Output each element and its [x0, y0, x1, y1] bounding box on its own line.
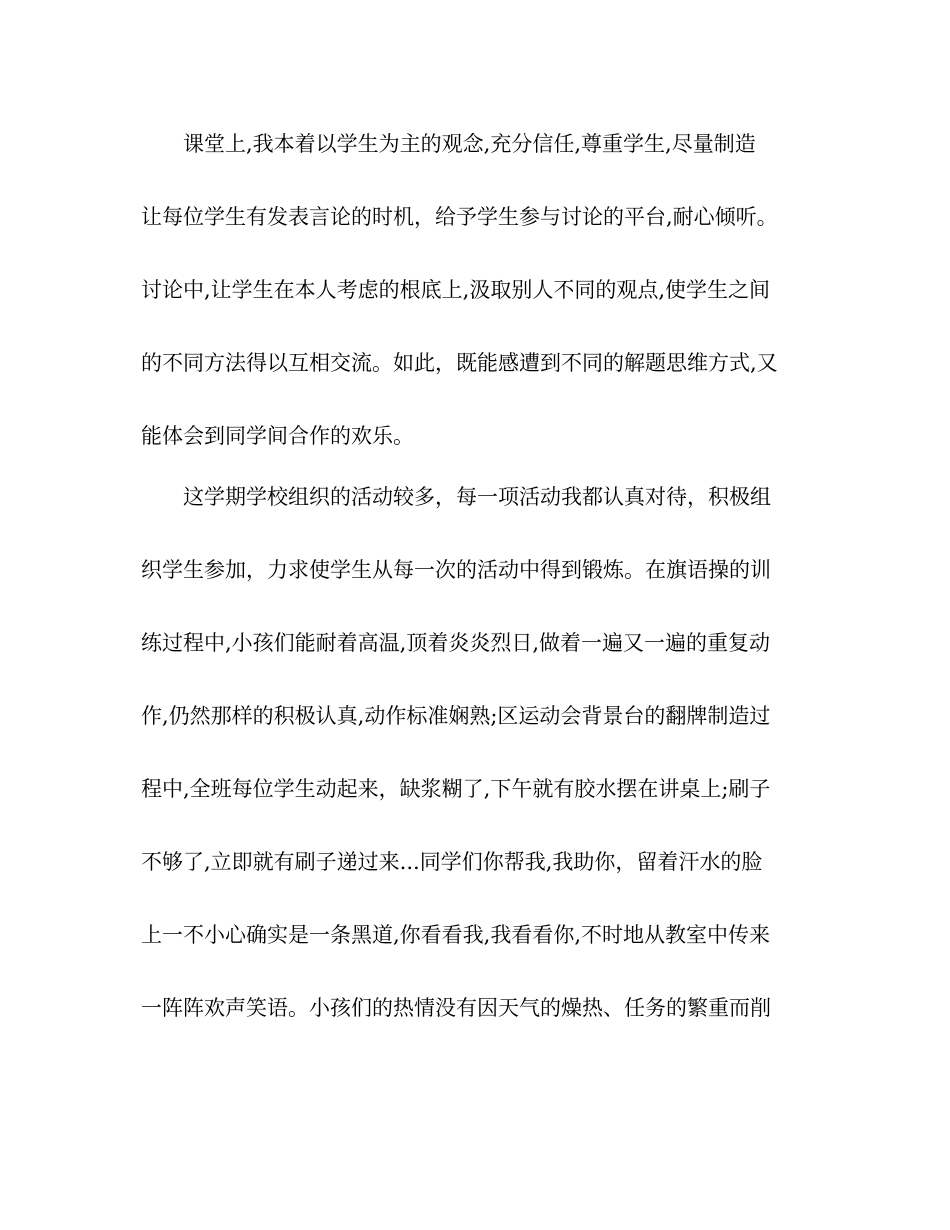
- paragraph-1-line-4: 的不同方法得以互相交流。如此，既能感遭到不同的解题思维方式,又: [141, 351, 778, 375]
- paragraph-2-line-8: 一阵阵欢声笑语。小孩们的热情没有因天气的燥热、任务的繁重而削: [141, 996, 771, 1020]
- paragraph-2-line-2: 织学生参加，力求使学生从每一次的活动中得到锻炼。在旗语操的训: [141, 558, 771, 582]
- paragraph-2-line-4: 作,仍然那样的积极认真,动作标准娴熟;区运动会背景台的翻牌制造过: [141, 704, 771, 728]
- paragraph-2-line-3: 练过程中,小孩们能耐着高温,顶着炎炎烈日,做着一遍又一遍的重复动: [141, 631, 771, 655]
- paragraph-1-line-3: 讨论中,让学生在本人考虑的根底上,汲取别人不同的观点,使学生之间: [141, 278, 771, 302]
- paragraph-2-line-5: 程中,全班每位学生动起来，缺浆糊了,下午就有胶水摆在讲桌上;刷子: [141, 777, 771, 801]
- paragraph-2-line-1: 这学期学校组织的活动较多，每一项活动我都认真对待，积极组: [183, 485, 771, 509]
- paragraph-2-line-6: 不够了,立即就有刷子递过来...同学们你帮我,我助你，留着汗水的脸: [141, 850, 763, 874]
- paragraph-1-line-2: 让每位学生有发表言论的时机，给予学生参与讨论的平台,耐心倾听。: [141, 205, 778, 229]
- paragraph-2-line-7: 上一不小心确实是一条黑道,你看看我,我看看你,不时地从教室中传来: [141, 923, 771, 947]
- paragraph-1-line-5: 能体会到同学间合作的欢乐。: [141, 424, 414, 448]
- paragraph-1-line-1: 课堂上,我本着以学生为主的观念,充分信任,尊重学生,尽量制造: [183, 132, 756, 156]
